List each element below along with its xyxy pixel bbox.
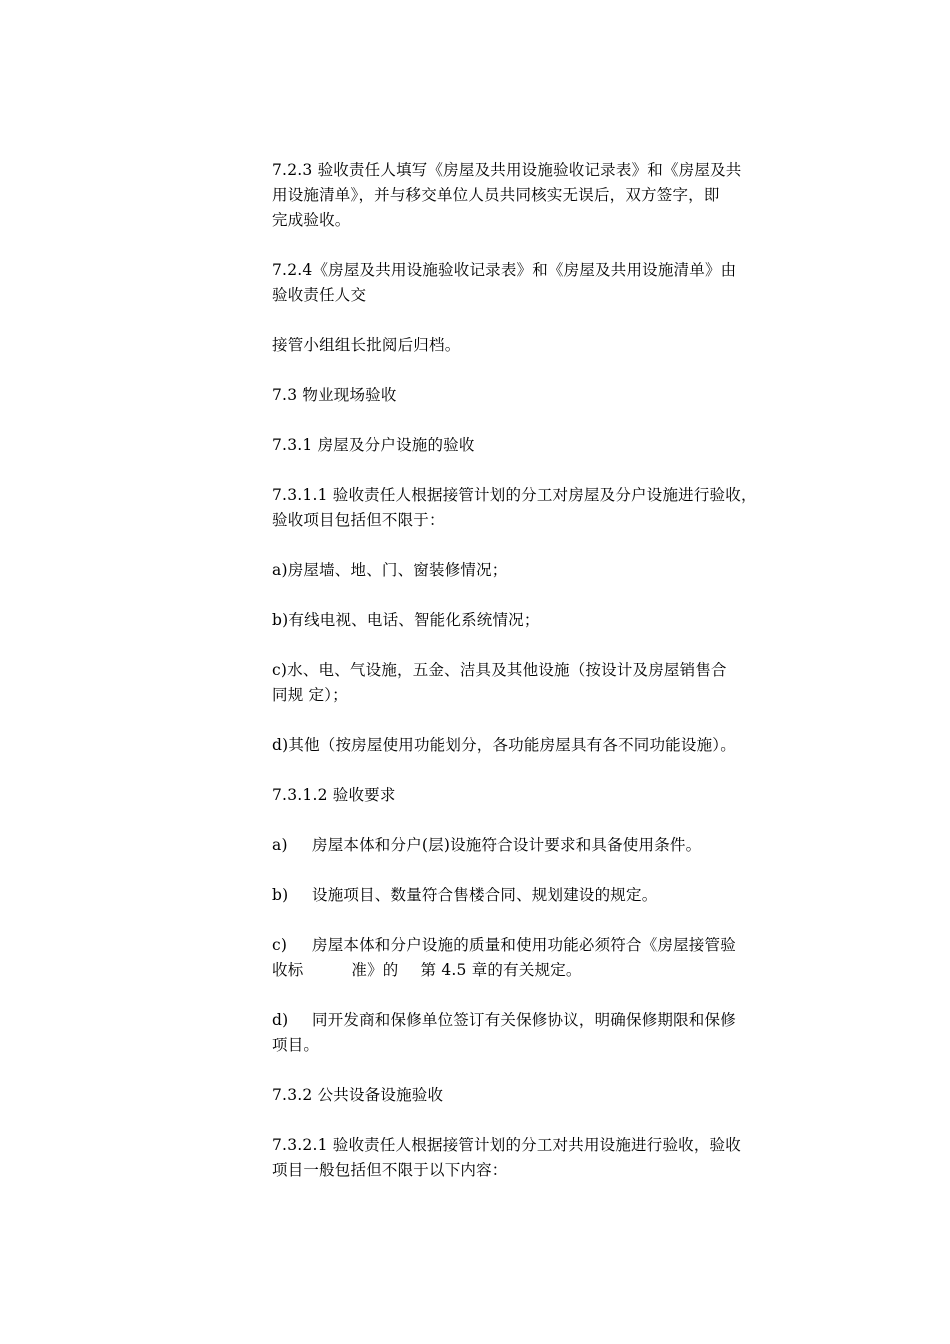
paragraph-7-3-2-1 (272, 1133, 782, 1183)
requirement-d (272, 1008, 782, 1058)
text-line: d)其他（按房屋使用功能划分，各功能房屋具有各不同功能设施）。 (272, 736, 736, 754)
list-item-d (272, 733, 782, 758)
text-line: 用设施清单》，并与移交单位人员共同核实无误后，双方签字，即 (272, 186, 720, 204)
text-line: 7.3.1.2 验收要求 (272, 786, 396, 804)
requirement-marker: a) (272, 836, 288, 854)
text-line: 7.3.2.1 验收责任人根据接管计划的分工对共用设施进行验收，验收 (272, 1136, 741, 1154)
requirement-text: 同开发商和保修单位签订有关保修协议，明确保修期限和保修 (312, 1011, 736, 1029)
paragraph-archive (272, 333, 782, 358)
text-line: a)房屋墙、地、门、窗装修情况； (272, 561, 508, 579)
heading-7-3 (272, 383, 782, 408)
requirement-b (272, 883, 782, 908)
requirement-continuation: 准》的 (351, 961, 399, 979)
text-line: 7.3.1 房屋及分户设施的验收 (272, 436, 475, 454)
heading-7-3-1-2 (272, 783, 782, 808)
text-line: 7.3.2 公共设备设施验收 (272, 1086, 444, 1104)
heading-7-3-1 (272, 433, 782, 458)
text-line: 同规 定）； (272, 686, 348, 704)
paragraph-7-2-4 (272, 258, 782, 308)
list-item-c (272, 658, 782, 708)
text-line: 7.3.1.1 验收责任人根据接管计划的分工对房屋及分户设施进行验收， (272, 486, 757, 504)
text-line: c)水、电、气设施，五金、洁具及其他设施（按设计及房屋销售合 (272, 661, 727, 679)
text-line: b)有线电视、电话、智能化系统情况； (272, 611, 540, 629)
list-item-a (272, 558, 782, 583)
requirement-marker: d) (272, 1011, 289, 1029)
document-page (272, 158, 782, 1208)
text-line: 验收项目包括但不限于： (272, 511, 445, 529)
requirement-text: 设施项目、数量符合售楼合同、规划建设的规定。 (312, 886, 658, 904)
paragraph-7-2-3 (272, 158, 782, 233)
heading-7-3-2 (272, 1083, 782, 1108)
text-line: 项目一般包括但不限于以下内容： (272, 1161, 508, 1179)
requirement-continuation: 项目。 (272, 1036, 320, 1054)
list-item-b (272, 608, 782, 633)
text-line: 7.2.3 验收责任人填写《房屋及共用设施验收记录表》和《房屋及共 (272, 161, 742, 179)
requirement-marker: b) (272, 886, 289, 904)
requirement-continuation: 第 4.5 章的有关规定。 (420, 961, 582, 979)
text-line: 接管小组组长批阅后归档。 (272, 336, 461, 354)
text-line: 验收责任人交 (272, 286, 367, 304)
text-line: 完成验收。 (272, 211, 351, 229)
text-line: 7.3 物业现场验收 (272, 386, 397, 404)
requirement-text: 房屋本体和分户(层)设施符合设计要求和具备使用条件。 (312, 836, 702, 854)
requirement-continuation: 收标 (272, 961, 304, 979)
text-line: 7.2.4《房屋及共用设施验收记录表》和《房屋及共用设施清单》由 (272, 261, 737, 279)
requirement-marker: c) (272, 936, 288, 954)
requirement-c (272, 933, 782, 983)
paragraph-7-3-1-1 (272, 483, 782, 533)
requirement-text: 房屋本体和分户设施的质量和使用功能必须符合《房屋接管验 (312, 936, 736, 954)
requirement-a (272, 833, 782, 858)
